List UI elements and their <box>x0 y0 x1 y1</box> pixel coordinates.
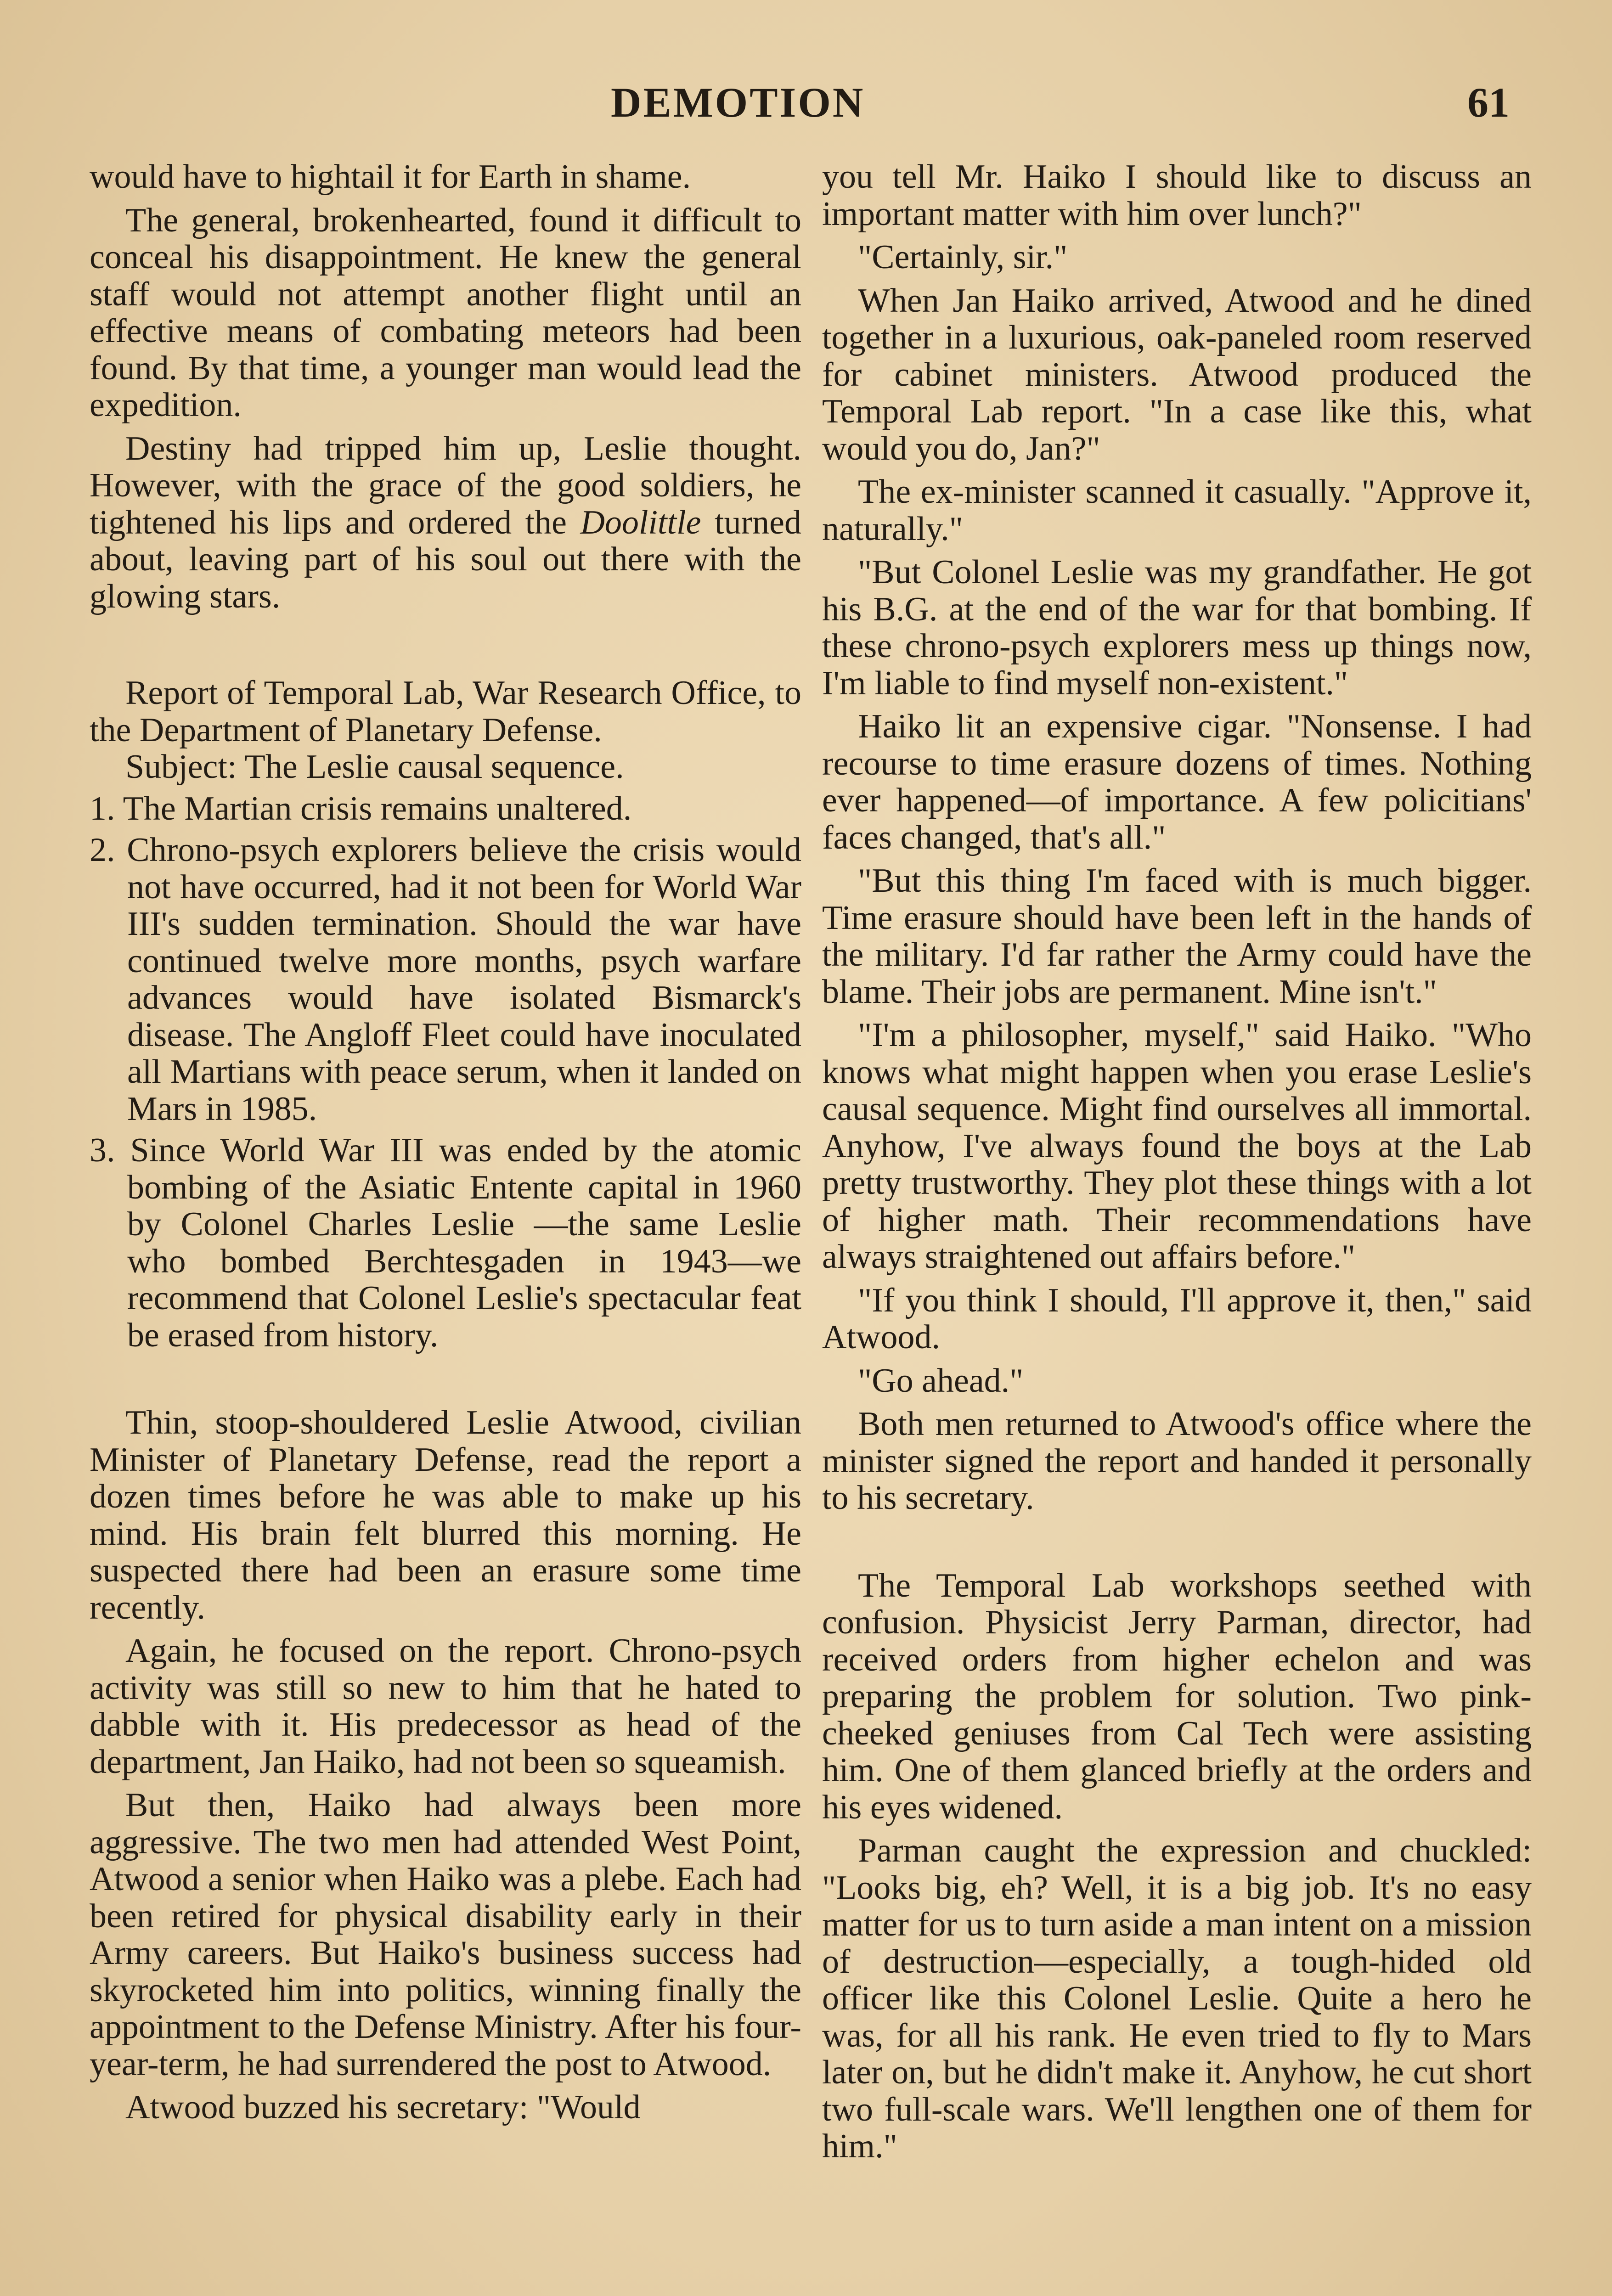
paragraph: Atwood buzzed his secretary: "Would <box>125 2088 641 2126</box>
paragraph: "But Colonel Leslie was my grandfather. He got his B.G. at the end of the war for that bombing. If these chrono-psych explorers mess up things now, I'm liable to find myself non-existent." <box>822 553 1532 702</box>
paragraph: you tell Mr. Haiko I should like to discuss an important matter with him over lunch?" <box>822 158 1532 233</box>
paragraph: The general, brokenhearted, found it difficult to conceal his disappointment. He knew the general staff would not attempt another flight until an effective means of combating meteors had been found. By that time, a younger man would lead the expedition. <box>90 201 801 424</box>
paragraph: Again, he focused on the report. Chrono-psych activity was still so new to him that he hated to dabble with it. His predecessor as head of the department, Jan Haiko, had not been so squeamish. <box>90 1632 801 1781</box>
paragraph: "Certainly, sir." <box>858 238 1068 276</box>
ship-name: Doolittle <box>580 503 701 541</box>
paragraph-text: Destiny had tripped him up, Leslie thought. However, with the grace of the good soldiers, he tightened his lips and ordered the <box>90 429 801 541</box>
paragraph: The Temporal Lab workshops seethed with confusion. Physicist Jerry Parman, director, had received orders from higher echelon and was preparing the problem for solution. Two pink-cheeked geniuses from Cal Tech were assisting him. One of them glanced briefly at the orders and his eyes widened. <box>822 1566 1532 1826</box>
paragraph: "I'm a philosopher, myself," said Haiko. "Who knows what might happen when you erase Leslie's causal sequence. Might find ourselves all immortal. Anyhow, I've always found the boys at the Lab pretty trustworthy. They plot these things with a lot of higher math. Their recommendations have always straightened out affairs before." <box>822 1016 1532 1276</box>
paragraph: Thin, stoop-shouldered Leslie Atwood, civilian Minister of Planetary Defense, read the report a dozen times before he was able to make up his mind. His brain felt blurred this morning. He suspected there had been an erasure some time recently. <box>90 1404 801 1626</box>
right-column <box>822 158 1532 2296</box>
paragraph: Haiko lit an expensive cigar. "Nonsense. I had recourse to time erasure dozens of times. Nothing ever happened—of importance. A few policitians' faces changed, that's all." <box>822 708 1532 856</box>
paragraph: "But this thing I'm faced with is much bigger. Time erasure should have been left in the hands of the military. I'd far rather the Army could have the blame. Their jobs are permanent. Mine isn't." <box>822 862 1532 1011</box>
paragraph: would have to hightail it for Earth in shame. <box>90 158 691 196</box>
paragraph: When Jan Haiko arrived, Atwood and he dined together in a luxurious, oak-paneled room reserved for cabinet ministers. Atwood produced the Temporal Lab report. "In a case like this, what would you do, Jan?" <box>822 281 1532 467</box>
paragraph: "Go ahead." <box>858 1362 1024 1400</box>
report-item: 3. Since World War III was ended by the atomic bombing of the Asiatic Entente capital in 1960 by Colonel Charles Leslie —the same Leslie who bombed Berchtesgaden in 1943—we recommend that Colonel Leslie's spectacular feat be erased from history. <box>90 1131 801 1354</box>
report-item: 1. The Martian crisis remains unaltered. <box>90 789 632 827</box>
running-title: DEMOTION <box>611 79 865 126</box>
page-number: 61 <box>1467 79 1510 126</box>
paragraph: Both men returned to Atwood's office where the minister signed the report and handed it personally to his secretary. <box>822 1405 1532 1517</box>
paragraph: "If you think I should, I'll approve it, then," said Atwood. <box>822 1281 1532 1356</box>
left-column <box>90 158 801 2296</box>
report-subject: Subject: The Leslie causal sequence. <box>125 748 624 786</box>
paragraph <box>90 430 801 615</box>
report-heading: Report of Temporal Lab, War Research Office, to the Department of Planetary Defense. <box>90 674 801 749</box>
paragraph-text: turned about, leaving part of his soul out there with the glowing stars. <box>90 503 801 615</box>
paragraph: Parman caught the expression and chuckled: "Looks big, eh? Well, it is a big job. It's no easy matter for us to turn aside a man intent on a mission of destruction—especially, a tough-hided old officer like this Colonel Leslie. Quite a hero he was, for all his rank. He even tried to fly to Mars later on, but he didn't make it. Anyhow, he cut short two full-scale wars. We'll lengthen one of them for him." <box>822 1832 1532 2165</box>
paragraph: But then, Haiko had always been more aggressive. The two men had attended West Point, Atwood a senior when Haiko was a plebe. Each had been retired for physical disability early in their Army careers. But Haiko's business success had skyrocketed him into politics, winning finally the appointment to the Defense Ministry. After his four-year-term, he had surrendered the post to Atwood. <box>90 1786 801 2083</box>
paragraph: The ex-minister scanned it casually. "Approve it, naturally." <box>822 473 1532 548</box>
report-item: 2. Chrono-psych explorers believe the crisis would not have occurred, had it not been for World War III's sudden termination. Should the war have continued twelve more months, psych warfare advances would have isolated Bismarck's disease. The Angloff Fleet could have inoculated all Martians with peace serum, when it landed on Mars in 1985. <box>90 831 801 1128</box>
